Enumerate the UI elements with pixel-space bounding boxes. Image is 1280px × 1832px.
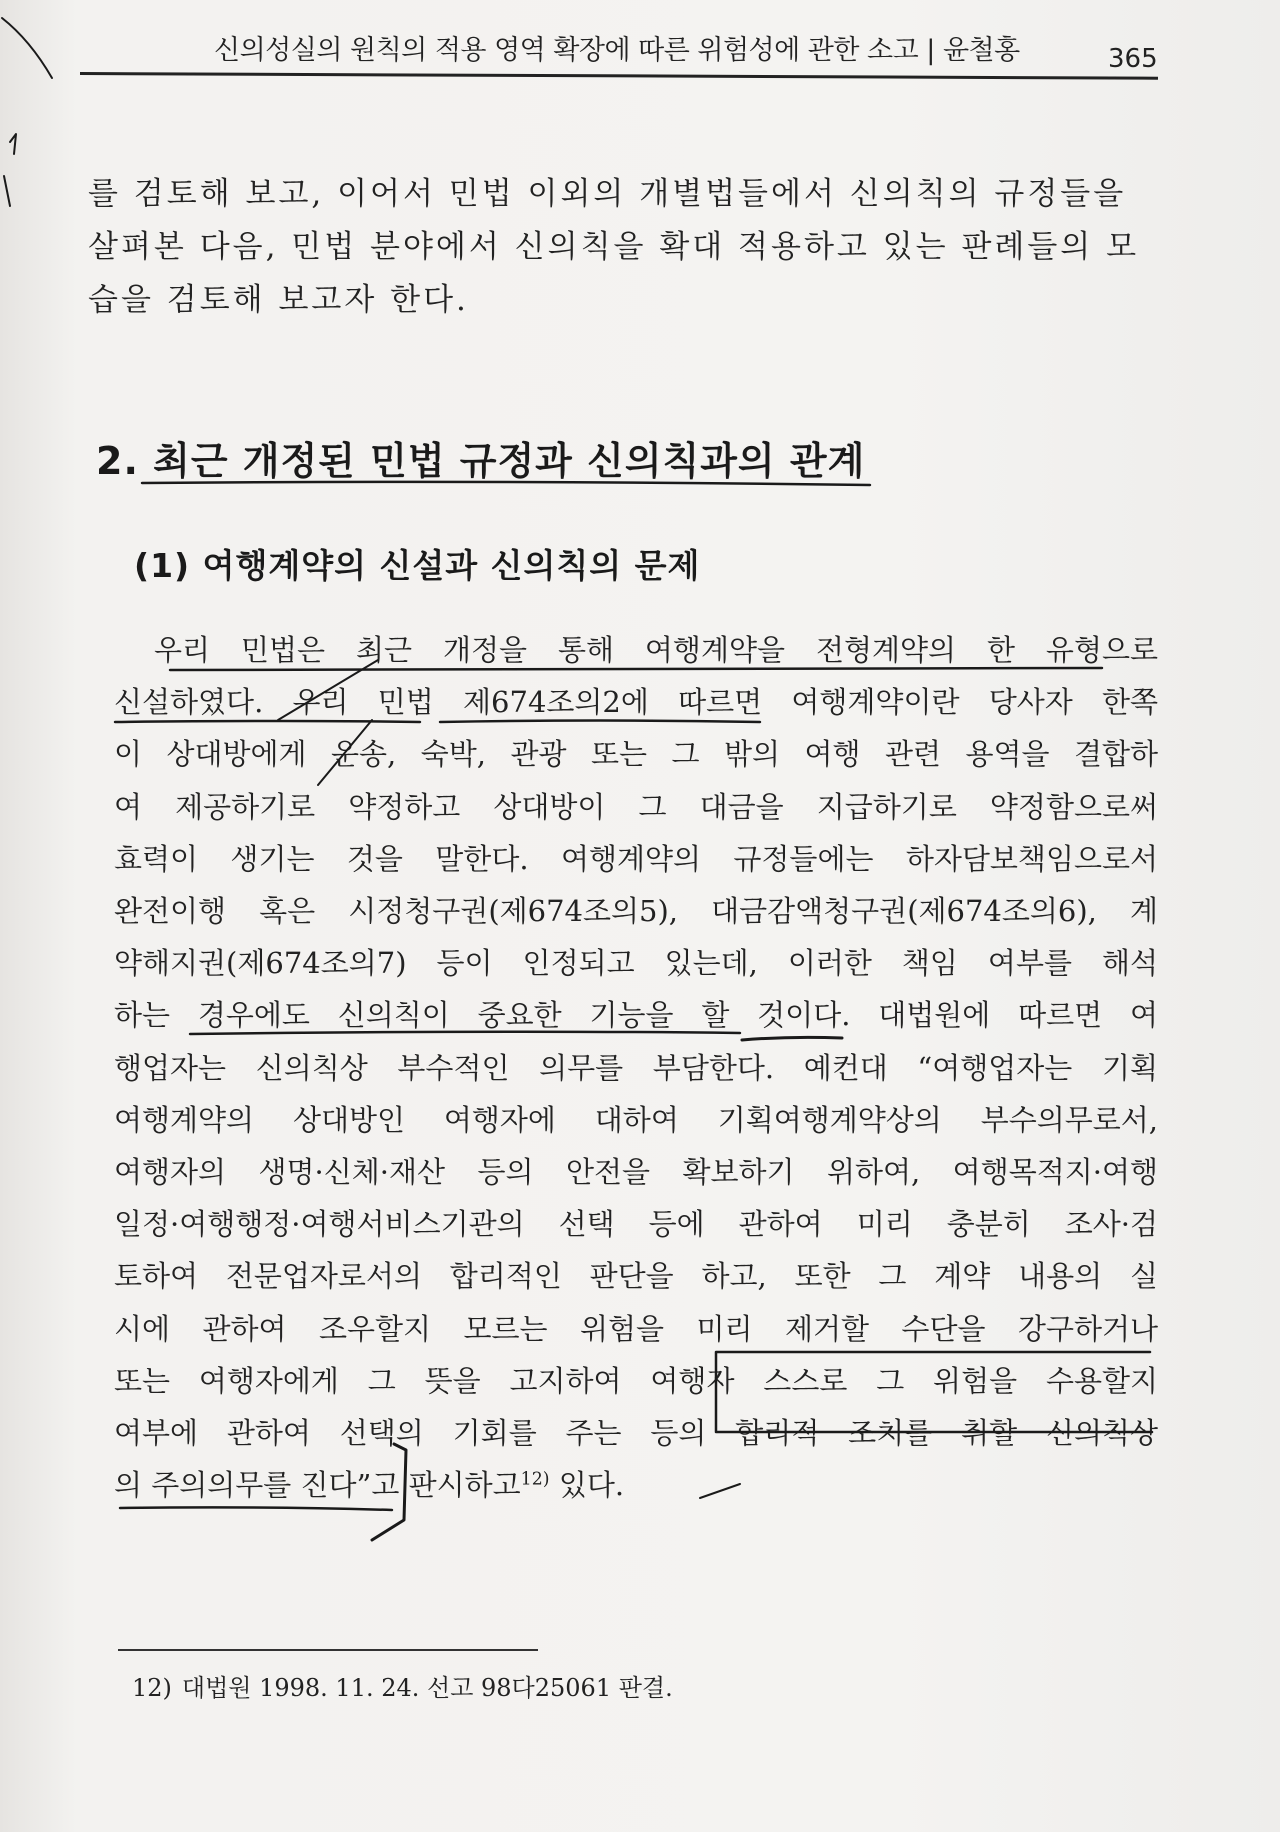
running-header-title: 신의성실의 원칙의 적용 영역 확장에 따른 위험성에 관한 소고 | 윤철홍 — [214, 35, 1020, 66]
text-line: 신설하였다. 우리 민법 제674조의2에 따르면 여행계약이란 당사자 한쪽 — [114, 685, 1158, 720]
page-number: 365 — [1108, 44, 1158, 74]
text-line: 습을 검토해 보고자 한다. — [88, 282, 469, 318]
text-line: 여행자의 생명·신체·재산 등의 안전을 확보하기 위하여, 여행목적지·여행 — [114, 1155, 1158, 1190]
text-line-segment: 있다. — [558, 1468, 625, 1503]
text-line: 이 상대방에게 운송, 숙박, 관광 또는 그 밖의 여행 관련 용역을 결합하 — [114, 737, 1158, 772]
text-line: 여 제공하기로 약정하고 상대방이 그 대금을 지급하기로 약정함으로써 — [114, 789, 1158, 824]
text-line: 행업자는 신의칙상 부수적인 의무를 부담한다. 예컨대 “여행업자는 기획 — [114, 1050, 1158, 1085]
text-line: 또는 여행자에게 그 뜻을 고지하여 여행자 스스로 그 위험을 수용할지 — [114, 1363, 1158, 1398]
margin-curve-mark — [2, 18, 52, 78]
footnote-number: 12) — [132, 1674, 172, 1702]
body-paragraph — [114, 624, 1158, 1511]
text-line: 여행계약의 상대방인 여행자에 대하여 기획여행계약상의 부수의무로서, — [114, 1102, 1158, 1137]
text-line: 토하여 전문업자로서의 합리적인 판단을 하고, 또한 그 계약 내용의 실 — [114, 1259, 1158, 1294]
text-line: 약해지권(제674조의7) 등이 인정되고 있는데, 이러한 책임 여부를 해석 — [114, 946, 1158, 981]
footnote-rule — [118, 1649, 538, 1651]
text-line: 완전이행 혹은 시정청구권(제674조의5), 대금감액청구권(제674조의6), 계 — [114, 894, 1158, 929]
footnote — [132, 1668, 673, 1703]
subsection-heading: (1) 여행계약의 신설과 신의칙의 문제 — [134, 546, 701, 585]
text-line: 효력이 생기는 것을 말한다. 여행계약의 규정들에는 하자담보책임으로서 — [114, 841, 1158, 876]
section-heading: 2. 최근 개정된 민법 규정과 신의칙과의 관계 — [96, 439, 866, 483]
footnote-text: 대법원 1998. 11. 24. 선고 98다25061 판결. — [181, 1674, 673, 1702]
text-line: 우리 민법은 최근 개정을 통해 여행계약을 전형계약의 한 유형으로 — [154, 633, 1158, 667]
text-line-segment: 의 주의의무를 진다”고 판시하고 — [114, 1468, 521, 1503]
text-line: 하는 경우에도 신의칙이 중요한 기능을 할 것이다. 대법원에 따르면 여 — [114, 998, 1158, 1033]
header-rule — [80, 72, 1158, 80]
footnote-reference[interactable]: 12) — [520, 1469, 550, 1490]
text-line: 를 검토해 보고, 이어서 민법 이외의 개별법들에서 신의칙의 규정들을 — [88, 176, 1127, 212]
text-line-last — [114, 1459, 1158, 1511]
text-line: 시에 관하여 조우할지 모르는 위험을 미리 제거할 수단을 강구하거나 — [114, 1311, 1158, 1346]
text-line: 살펴본 다음, 민법 분야에서 신의칙을 확대 적용하고 있는 판례들의 모 — [88, 229, 1140, 265]
margin-scribble-mark — [4, 134, 16, 206]
text-line: 여부에 관하여 선택의 기회를 주는 등의 합리적 조치를 취할 신의칙상 — [114, 1416, 1158, 1451]
intro-paragraph — [88, 168, 1158, 327]
text-line: 일정·여행행정·여행서비스기관의 선택 등에 관하여 미리 충분히 조사·검 — [114, 1207, 1158, 1242]
